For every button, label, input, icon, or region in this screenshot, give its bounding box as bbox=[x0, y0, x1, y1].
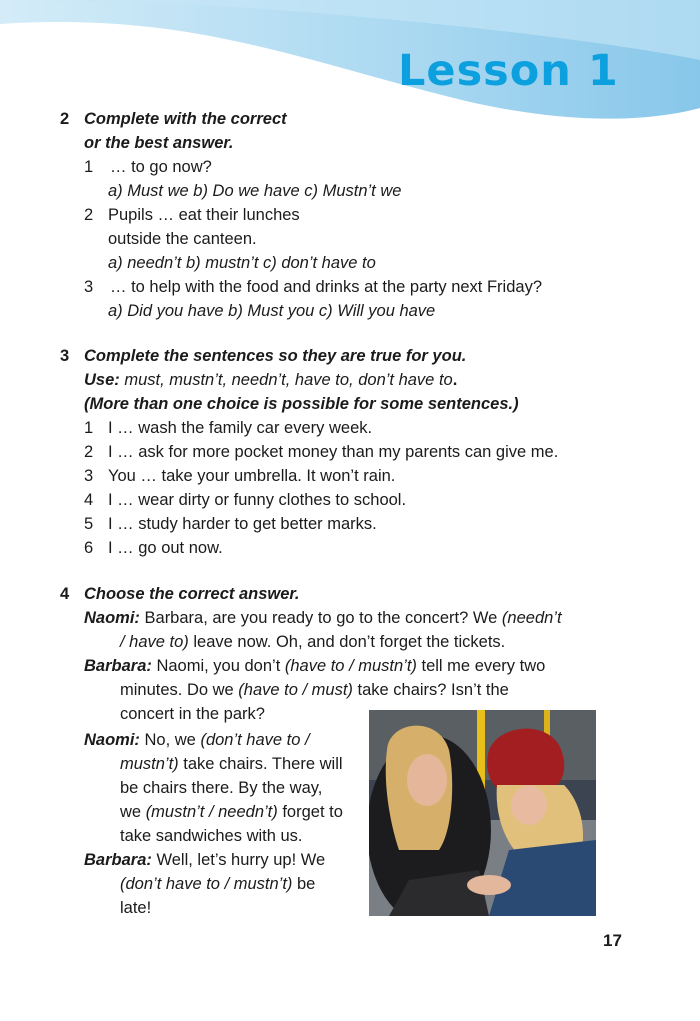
question-text: Pupils … eat their lunches bbox=[108, 206, 300, 224]
item-number: 6 bbox=[84, 539, 94, 557]
question-text: outside the canteen. bbox=[108, 230, 257, 248]
instruction: or the best answer. bbox=[84, 134, 234, 152]
dialogue-line: (don’t have to / mustn’t) be bbox=[120, 875, 316, 893]
item-number: 2 bbox=[84, 443, 94, 461]
question-text: … to help with the food and drinks at the party next Friday? bbox=[110, 278, 542, 296]
dialogue-line: take sandwiches with us. bbox=[120, 827, 303, 845]
use-line: Use: must, mustn’t, needn’t, have to, don’t have to. bbox=[84, 371, 458, 389]
exercise-number: 4 bbox=[60, 585, 70, 603]
dialogue-line: be chairs there. By the way, bbox=[120, 779, 323, 797]
page-number: 17 bbox=[603, 931, 622, 950]
answer-options: a) needn’t b) mustn’t c) don’t have to bbox=[108, 254, 376, 272]
item-number: 1 bbox=[84, 158, 94, 176]
speaker-name: Barbara: bbox=[84, 851, 152, 869]
sentence: I … wear dirty or funny clothes to school. bbox=[108, 491, 407, 509]
sentence: I … wash the family car every week. bbox=[108, 419, 373, 437]
dialogue-line: we (mustn’t / needn’t) forget to bbox=[120, 803, 343, 821]
dialogue-line: Naomi: Barbara, are you ready to go to the concert? We (needn’t bbox=[84, 609, 562, 627]
lesson-title: Lesson 1 bbox=[398, 46, 619, 96]
dialogue-line: late! bbox=[120, 899, 152, 917]
instruction: Complete the sentences so they are true for you. bbox=[84, 347, 467, 365]
sentence: You … take your umbrella. It won’t rain. bbox=[108, 467, 396, 485]
item-number: 3 bbox=[84, 467, 94, 485]
photo-two-girls bbox=[369, 710, 596, 916]
speaker-name: Barbara: bbox=[84, 657, 152, 675]
use-label: Use: bbox=[84, 371, 120, 389]
note: (More than one choice is possible for some sentences.) bbox=[84, 395, 519, 413]
sentence: I … go out now. bbox=[108, 539, 223, 557]
sentence: I … ask for more pocket money than my parents can give me. bbox=[108, 443, 559, 461]
item-number: 5 bbox=[84, 515, 94, 533]
sentence: I … study harder to get better marks. bbox=[108, 515, 377, 533]
item-number: 2 bbox=[84, 206, 94, 224]
dialogue-line: Barbara: Naomi, you don’t (have to / mustn’t) tell me every two bbox=[84, 657, 546, 675]
exercise-number: 3 bbox=[60, 347, 70, 365]
exercise-number: 2 bbox=[60, 110, 70, 128]
use-words: must, mustn’t, needn’t, have to, don’t have to bbox=[119, 371, 453, 389]
item-number: 1 bbox=[84, 419, 94, 437]
speaker-name: Naomi: bbox=[84, 731, 140, 749]
item-number: 3 bbox=[84, 278, 94, 296]
question-text: … to go now? bbox=[110, 158, 212, 176]
dialogue-line: minutes. Do we (have to / must) take chairs? Isn’t the bbox=[120, 681, 509, 699]
answer-options: a) Did you have b) Must you c) Will you have bbox=[108, 302, 436, 320]
instruction: Complete with the correct bbox=[84, 110, 287, 128]
dialogue-line: mustn’t) take chairs. There will bbox=[120, 755, 343, 773]
dialogue-line: Barbara: Well, let’s hurry up! We bbox=[84, 851, 326, 869]
answer-options: a) Must we b) Do we have c) Mustn’t we bbox=[108, 182, 402, 200]
instruction: Choose the correct answer. bbox=[84, 585, 300, 603]
dialogue-line: concert in the park? bbox=[120, 705, 265, 723]
item-number: 4 bbox=[84, 491, 94, 509]
speaker-name: Naomi: bbox=[84, 609, 140, 627]
dialogue-line: Naomi: No, we (don’t have to / bbox=[84, 731, 310, 749]
dialogue-line: / have to) leave now. Oh, and don’t forget the tickets. bbox=[120, 633, 506, 651]
